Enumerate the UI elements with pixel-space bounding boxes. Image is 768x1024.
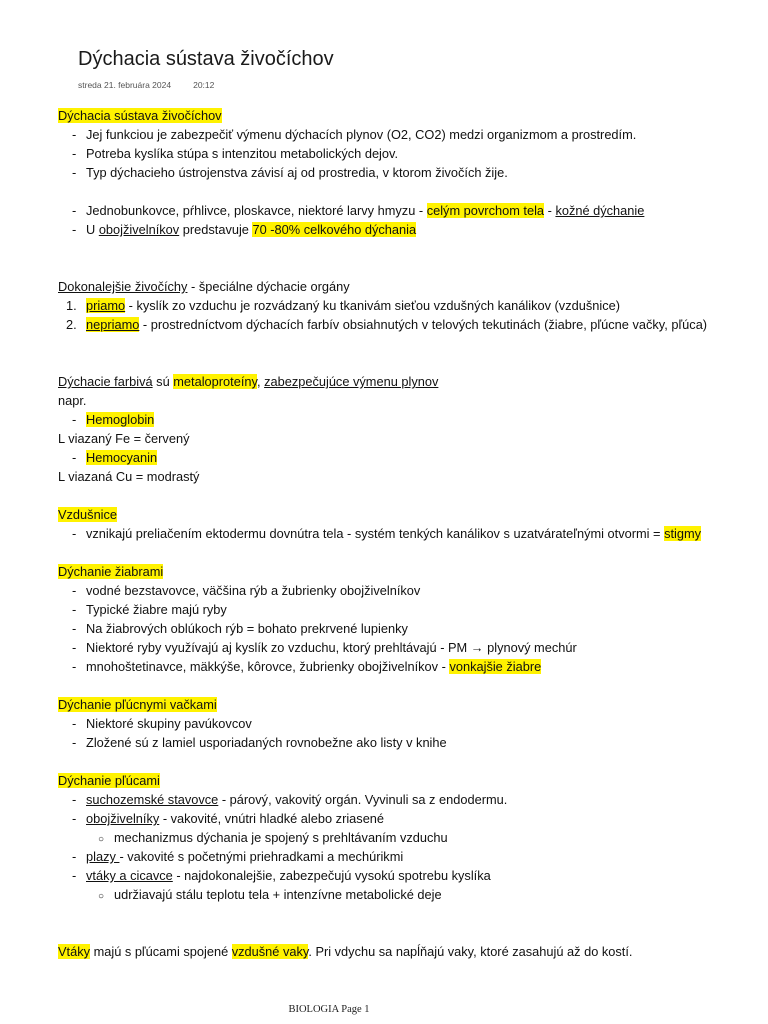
list-item: - Niektoré ryby využívajú aj kyslík zo vzduchu, ktorý prehltávajú - PM → plynový mechúr [72, 640, 577, 655]
numbered-item: 1. priamo - kyslík zo vzduchu je rozvádzaný ku tkanivám sieťou vzdušných kanálikov (vzdušnice) [66, 298, 620, 313]
list-item: - Hemoglobin [72, 412, 155, 427]
text-line: L viazaný Fe = červený [58, 431, 190, 446]
section-heading: Vzdušnice [58, 507, 118, 522]
list-item: - vtáky a cicavce - najdokonalejšie, zabezpečujú vysokú spotrebu kyslíka [72, 868, 491, 883]
text-line: Vtáky majú s pľúcami spojené vzdušné vaky. Pri vdychu sa napĺňajú vaky, ktoré zasahujú až do kostí. [58, 944, 633, 959]
list-item: - Niektoré skupiny pavúkovcov [72, 716, 252, 731]
list-item: - U obojživelníkov predstavuje 70 -80% celkového dýchania [72, 222, 417, 237]
list-item: - Jej funkciou je zabezpečiť výmenu dýchacích plynov (O2, CO2) medzi organizmom a prostredím. [72, 127, 637, 142]
list-item: - Typ dýchacieho ústrojenstva závisí aj od prostredia, v ktorom živočích žije. [72, 165, 508, 180]
section-heading: Dýchacia sústava živočíchov [58, 108, 222, 123]
list-item: - Typické žiabre majú ryby [72, 602, 227, 617]
note-body [58, 106, 763, 961]
list-item: - Potreba kyslíka stúpa s intenzitou metabolických dejov. [72, 146, 399, 161]
page-timestamp [78, 80, 214, 90]
list-item: - Na žiabrových oblúkoch rýb = bohato prekrvené lupienky [72, 621, 408, 636]
section-heading: Dýchanie pľúcnymi vačkami [58, 697, 217, 712]
page-date: streda 21. februára 2024 [78, 80, 172, 90]
section-heading: Dýchanie žiabrami [58, 564, 164, 579]
numbered-item: 2. nepriamo - prostredníctvom dýchacích farbív obsiahnutých v telových tekutinách (žiabre, pľúcne vačky, pľúca) [66, 317, 708, 332]
list-item: - mnohoštetinavce, mäkkýše, kôrovce, žubrienky obojživelníkov - vonkajšie žiabre [72, 659, 542, 674]
text-line: L viazaná Cu = modrastý [58, 469, 200, 484]
list-item: - Hemocyanin [72, 450, 158, 465]
list-item: - vznikajú preliačením ektodermu dovnútra tela - systém tenkých kanálikov s uzatvárateľnými otvormi = stigmy [72, 526, 702, 541]
section-heading: Dokonalejšie živočíchy - špeciálne dýchacie orgány [58, 279, 350, 294]
list-item: - Zložené sú z lamiel usporiadaných rovnobežne ako listy v knihe [72, 735, 447, 750]
section-heading: Dýchacie farbivá sú metaloproteíny, zabezpečujúce výmenu plynov [58, 374, 439, 389]
list-item: - vodné bezstavovce, väčšina rýb a žubrienky obojživelníkov [72, 583, 421, 598]
sub-list-item: ○ udržiavajú stálu teplotu tela + intenzívne metabolické deje [98, 887, 442, 902]
list-item: - suchozemské stavovce - párový, vakovitý orgán. Vyvinuli sa z endodermu. [72, 792, 508, 807]
list-item: - obojživelníky - vakovité, vnútri hladké alebo zriasené [72, 811, 385, 826]
page-title: Dýchacia sústava živočíchov [78, 48, 334, 70]
list-item: - Jednobunkovce, pŕhlivce, ploskavce, niektoré larvy hmyzu - celým povrchom tela - kožné dýchanie [72, 203, 645, 218]
list-item: - plazy - vakovité s početnými priehradkami a mechúrikmi [72, 849, 404, 864]
page-time: 20:12 [193, 80, 215, 90]
text-line: napr. [58, 393, 87, 408]
page-footer: BIOLOGIA Page 1 [288, 1004, 370, 1015]
sub-list-item: ○ mechanizmus dýchania je spojený s prehltávaním vzduchu [98, 830, 448, 845]
section-heading: Dýchanie pľúcami [58, 773, 160, 788]
